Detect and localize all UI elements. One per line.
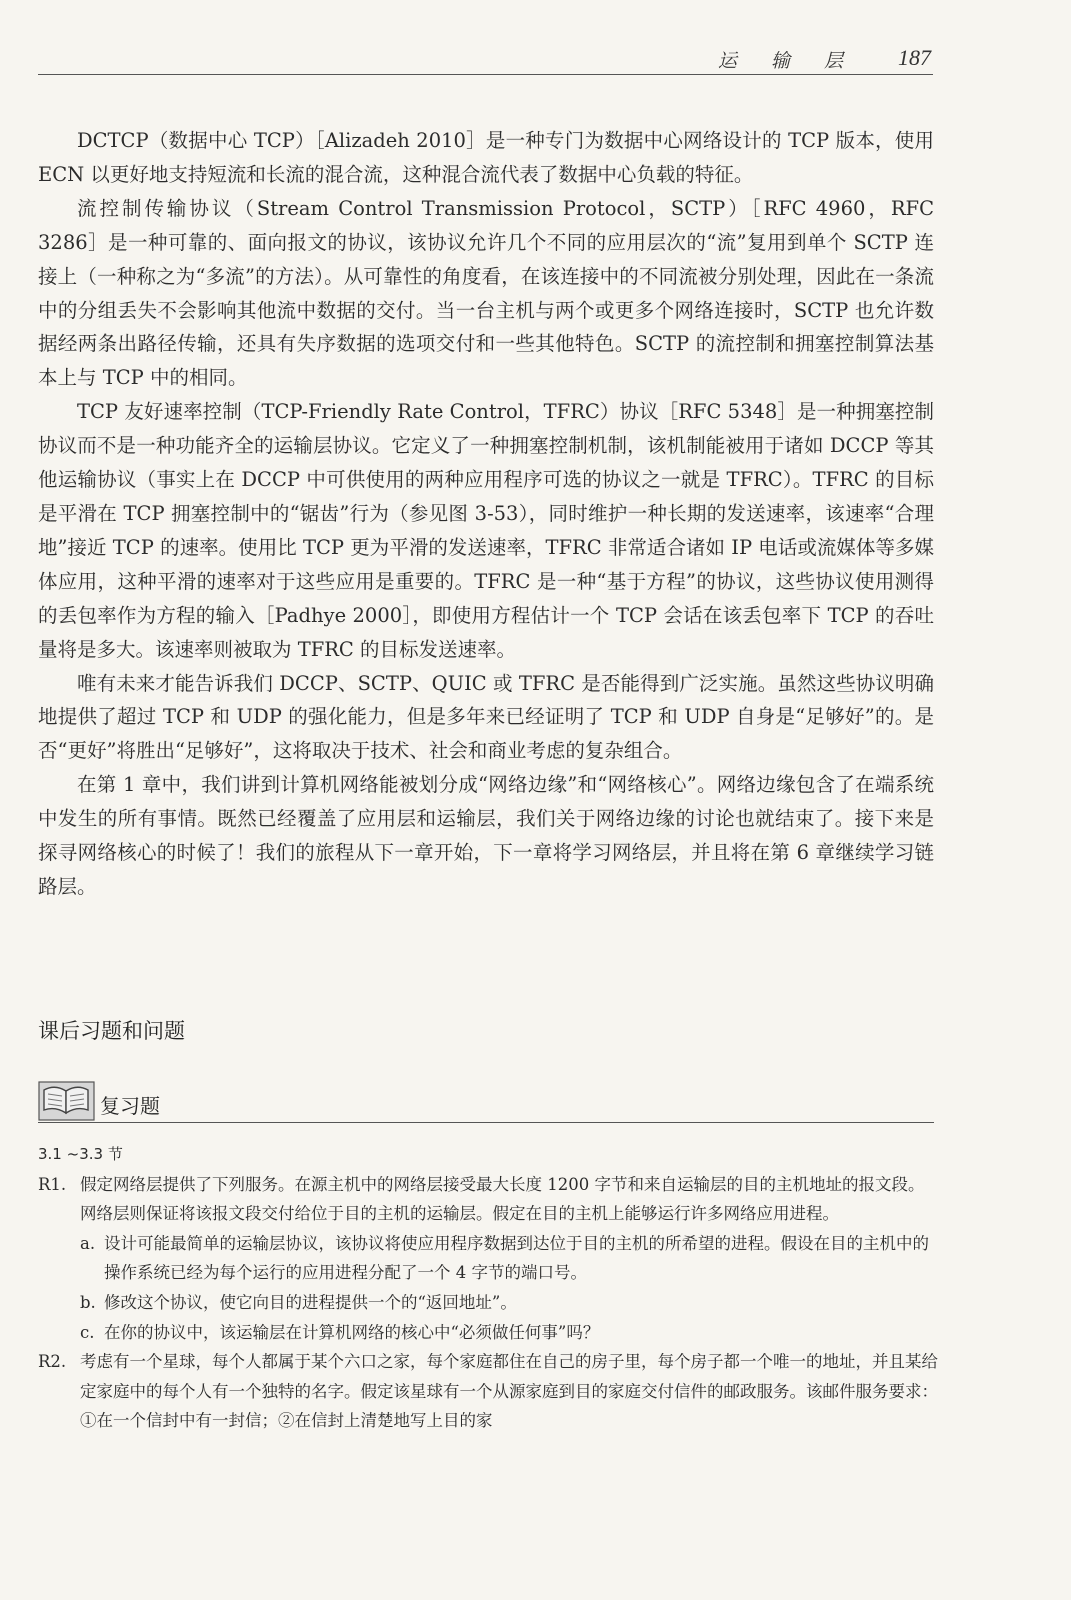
subquestion-label: b. bbox=[80, 1292, 96, 1312]
exercises bbox=[38, 1140, 938, 1436]
paragraph-network-core: 在第 1 章中，我们讲到计算机网络能被划分成“网络边缘”和“网络核心”。网络边缘包含了在端系统中发生的所有事情。既然已经覆盖了应用层和运输层，我们关于网络边缘的讨论也就结束了。接下来是探寻网络核心的时候了！我们的旅程从下一章开始，下一章将学习网络层，并且将在第 6 章继续学习链路层。 bbox=[38, 773, 934, 898]
paragraph-dctcp: DCTCP（数据中心 TCP）［Alizadeh 2010］是一种专门为数据中心网络设计的 TCP 版本，使用 ECN 以更好地支持短流和长流的混合流，这种混合流代表了数据中心负载的特征。 bbox=[38, 129, 934, 186]
question-number: R1. bbox=[38, 1174, 67, 1194]
subquestion-label: a. bbox=[80, 1233, 96, 1253]
question-text: 考虑有一个星球，每个人都属于某个六口之家，每个家庭都住在自己的房子里，每个房子都一个唯一的地址，并且某给定家庭中的每个人有一个独特的名字。假定该星球有一个从源家庭到目的家庭交付信件的邮政服务。该邮件服务要求：①在一个信封中有一封信；②在信封上清楚地写上目的家 bbox=[80, 1352, 938, 1431]
paragraph-tfrc: TCP 友好速率控制（TCP-Friendly Rate Control，TFRC）协议［RFC 5348］是一种拥塞控制协议而不是一种功能齐全的运输层协议。它定义了一种拥塞控制机制，该机制能被用于诸如 DCCP 等其他运输协议（事实上在 DCCP 中可供使用的两种应用程序可选的协议之一就是 TFRC）。TFRC 的目标是平滑在 TCP 拥塞控制中的“锯齿”行为（参见图 3-53），同时维护一种长期的发送速率，该速率“合理地”接近 TCP 的速率。使用比 TCP 更为平滑的发送速率，TFRC 非常适合诸如 IP 电话或流媒体等多媒体应用，这种平滑的速率对于这些应用是重要的。TFRC 是一种“基于方程”的协议，这些协议使用测得的丢包率作为方程的输入［Padhye 2000］，即使用方程估计一个 TCP 会话在该丢包率下 TCP 的吞吐量将是多大。该速率则被取为 TFRC 的目标发送速率。 bbox=[38, 400, 934, 661]
subquestion-label: c. bbox=[80, 1322, 95, 1342]
subquestion-text: 修改这个协议，使它向目的进程提供一个的“返回地址”。 bbox=[104, 1292, 517, 1312]
running-header bbox=[38, 42, 933, 75]
section-title: 课后习题和问题 bbox=[38, 1019, 185, 1043]
question-text: 假定网络层提供了下列服务。在源主机中的网络层接受最大长度 1200 字节和来自运输层的目的主机地址的报文段。网络层则保证将该报文段交付给位于目的主机的运输层。假定在目的主机上能够运行许多网络应用进程。 bbox=[80, 1174, 925, 1224]
paragraph-sctp: 流控制传输协议（Stream Control Transmission Protocol，SCTP）［RFC 4960，RFC 3286］是一种可靠的、面向报文的协议，该协议允许几个不同的应用层次的“流”复用到单个 SCTP 连接上（一种称之为“多流”的方法）。从可靠性的角度看，在该连接中的不同流被分别处理，因此在一条流中的分组丢失不会影响其他流中数据的交付。当一台主机与两个或更多个网络连接时，SCTP 也允许数据经两条出路径传输，还具有失序数据的选项交付和一些其他特色。SCTP 的流控制和拥塞控制算法基本上与 TCP 中的相同。 bbox=[38, 196, 934, 390]
subquestion-text: 在你的协议中，该运输层在计算机网络的核心中“必须做任何事”吗？ bbox=[104, 1322, 600, 1342]
question-r1 bbox=[38, 1170, 938, 1229]
chapter-title: 运 输 层 bbox=[717, 50, 857, 72]
review-questions-header bbox=[38, 1080, 934, 1123]
review-questions-label: 复习题 bbox=[100, 1094, 160, 1118]
body-text bbox=[38, 124, 934, 904]
subquestion-text: 设计可能最简单的运输层协议，该协议将使应用程序数据到达位于目的主机的所希望的进程。假设在目的主机中的操作系统已经为每个运行的应用进程分配了一个 4 字节的端口号。 bbox=[104, 1233, 929, 1283]
subquestion-c bbox=[38, 1318, 938, 1348]
paragraph-future: 唯有未来才能告诉我们 DCCP、SCTP、QUIC 或 TFRC 是否能得到广泛实施。虽然这些协议明确地提供了超过 TCP 和 UDP 的强化能力，但是多年来已经证明了 TCP 和 UDP 自身是“足够好”的。是否“更好”将胜出“足够好”，这将取决于技术、社会和商业考虑的复杂组合。 bbox=[38, 671, 934, 763]
open-book-icon bbox=[38, 1080, 96, 1122]
subquestion-b bbox=[38, 1288, 938, 1318]
subquestion-a bbox=[38, 1229, 938, 1288]
section-range: 3.1 ~3.3 节 bbox=[38, 1145, 123, 1163]
question-number: R2. bbox=[38, 1352, 67, 1372]
page-number: 187 bbox=[898, 45, 931, 70]
question-r2 bbox=[38, 1347, 938, 1436]
